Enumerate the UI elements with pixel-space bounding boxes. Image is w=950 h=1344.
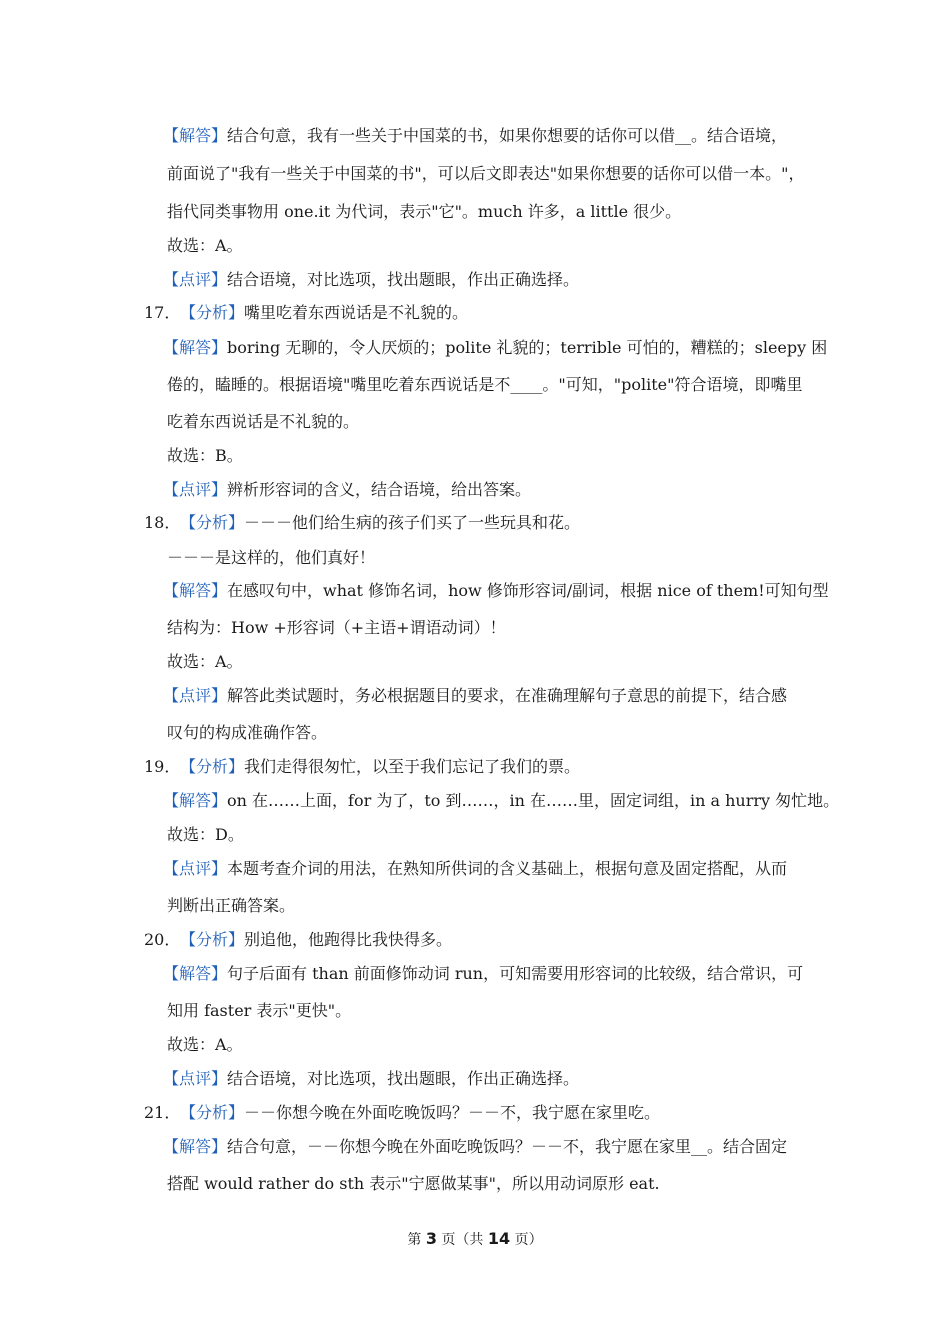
text-line	[167, 1174, 660, 1194]
text-line	[167, 1035, 243, 1055]
line-text: 叹句的构成准确作答。	[167, 723, 328, 742]
text-line	[167, 618, 506, 638]
line-text: 别追他，他跑得比我快得多。	[244, 930, 453, 949]
text-line	[163, 480, 531, 500]
section-tag: 【点评】	[163, 270, 228, 289]
section-tag: 【解答】	[163, 791, 228, 810]
section-tag: 【解答】	[163, 581, 228, 600]
question-line	[144, 1103, 660, 1123]
text-line	[167, 375, 802, 395]
line-text: 结合语境，对比选项，找出题眼，作出正确选择。	[227, 270, 580, 289]
text-line	[167, 652, 243, 672]
section-tag: 【点评】	[163, 859, 228, 878]
text-line	[163, 581, 829, 601]
section-tag: 【点评】	[163, 480, 228, 499]
text-line	[167, 202, 681, 222]
question-line	[144, 757, 580, 777]
text-line	[167, 548, 375, 568]
line-text: 结构为：How +形容词（+主语+谓语动词）！	[167, 618, 506, 637]
line-text: 吃着东西说话是不礼貌的。	[167, 412, 360, 431]
section-tag: 【分析】	[180, 1103, 245, 1122]
question-number: 20．	[144, 930, 181, 949]
question-number: 17．	[144, 303, 181, 322]
text-line	[163, 686, 787, 706]
line-text: 我们走得很匆忙，以至于我们忘记了我们的票。	[244, 757, 581, 776]
line-text: 前面说了"我有一些关于中国菜的书"，可以后文即表达"如果你想要的话你可以借一本。"，	[167, 164, 805, 183]
page-total: 14	[487, 1229, 511, 1248]
text-line	[163, 1137, 787, 1157]
line-text: 结合句意，我有一些关于中国菜的书，如果你想要的话你可以借__。结合语境，	[227, 126, 788, 145]
text-line	[163, 964, 803, 984]
text-line	[163, 270, 579, 290]
text-line	[167, 825, 244, 845]
line-text: 故选：A。	[167, 1035, 243, 1054]
text-line	[163, 1069, 579, 1089]
question-line	[144, 930, 452, 950]
line-text: －－你想今晚在外面吃晚饭吗？－－不，我宁愿在家里吃。	[244, 1103, 661, 1122]
footer-suffix: 页）	[514, 1232, 543, 1248]
section-tag: 【分析】	[180, 513, 245, 532]
page-footer	[0, 1229, 950, 1249]
text-line	[167, 164, 804, 184]
text-line	[167, 896, 295, 916]
line-text: 故选：B。	[167, 446, 243, 465]
line-text: 倦的，瞌睡的。根据语境"嘴里吃着东西说话是不____。"可知，"polite"符合语境，即嘴里	[167, 375, 803, 394]
line-text: 嘴里吃着东西说话是不礼貌的。	[244, 303, 469, 322]
question-number: 18．	[144, 513, 181, 532]
line-text: 判断出正确答案。	[167, 896, 296, 915]
line-text: 辨析形容词的含义，结合语境，给出答案。	[227, 480, 532, 499]
question-number: 19．	[144, 757, 181, 776]
line-text: 指代同类事物用 one.it 为代词，表示"它"。much 许多，a little 很少。	[167, 202, 682, 221]
section-tag: 【点评】	[163, 1069, 228, 1088]
line-text: boring 无聊的，令人厌烦的；polite 礼貌的；terrible 可怕的，糟糕的；sleepy 困	[227, 338, 828, 357]
text-line	[167, 236, 243, 256]
section-tag: 【分析】	[180, 303, 245, 322]
line-text: 本题考查介词的用法，在熟知所供词的含义基础上，根据句意及固定搭配，从而	[227, 859, 788, 878]
line-text: 结合语境，对比选项，找出题眼，作出正确选择。	[227, 1069, 580, 1088]
line-text: 故选：A。	[167, 652, 243, 671]
question-line	[144, 513, 580, 533]
line-text: 句子后面有 than 前面修饰动词 run，可知需要用形容词的比较级，结合常识，可	[227, 964, 804, 983]
line-text: 搭配 would rather do sth 表示"宁愿做某事"，所以用动词原形 eat.	[167, 1174, 660, 1193]
text-line	[167, 446, 243, 466]
text-line	[163, 126, 787, 146]
section-tag: 【分析】	[180, 930, 245, 949]
question-line	[144, 303, 468, 323]
footer-middle: 页（共	[441, 1232, 484, 1248]
line-text: 在感叹句中，what 修饰名词，how 修饰形容词/副词，根据 nice of them!可知句型	[227, 581, 829, 600]
footer-prefix: 第	[407, 1232, 422, 1248]
line-text: 结合句意，－－你想今晚在外面吃晚饭吗？－－不，我宁愿在家里__。结合固定	[227, 1137, 788, 1156]
text-line	[163, 338, 827, 358]
section-tag: 【分析】	[180, 757, 245, 776]
section-tag: 【解答】	[163, 964, 228, 983]
line-text: 知用 faster 表示"更快"。	[167, 1001, 352, 1020]
line-text: 故选：D。	[167, 825, 244, 844]
text-line	[167, 1001, 351, 1021]
line-text: 解答此类试题时，务必根据题目的要求，在准确理解句子意思的前提下，结合感	[227, 686, 788, 705]
line-text: －－－他们给生病的孩子们买了一些玩具和花。	[244, 513, 581, 532]
question-number: 21．	[144, 1103, 181, 1122]
section-tag: 【解答】	[163, 126, 228, 145]
section-tag: 【解答】	[163, 338, 228, 357]
section-tag: 【点评】	[163, 686, 228, 705]
text-line	[163, 859, 787, 879]
line-text: －－－是这样的，他们真好！	[167, 548, 376, 567]
line-text: 故选：A。	[167, 236, 243, 255]
text-line	[163, 791, 839, 811]
text-line	[167, 412, 359, 432]
line-text: on 在……上面，for 为了，to 到……，in 在……里，固定词组，in a hurry 匆忙地。	[227, 791, 840, 810]
text-line	[167, 723, 327, 743]
section-tag: 【解答】	[163, 1137, 228, 1156]
page-number: 3	[425, 1229, 437, 1248]
